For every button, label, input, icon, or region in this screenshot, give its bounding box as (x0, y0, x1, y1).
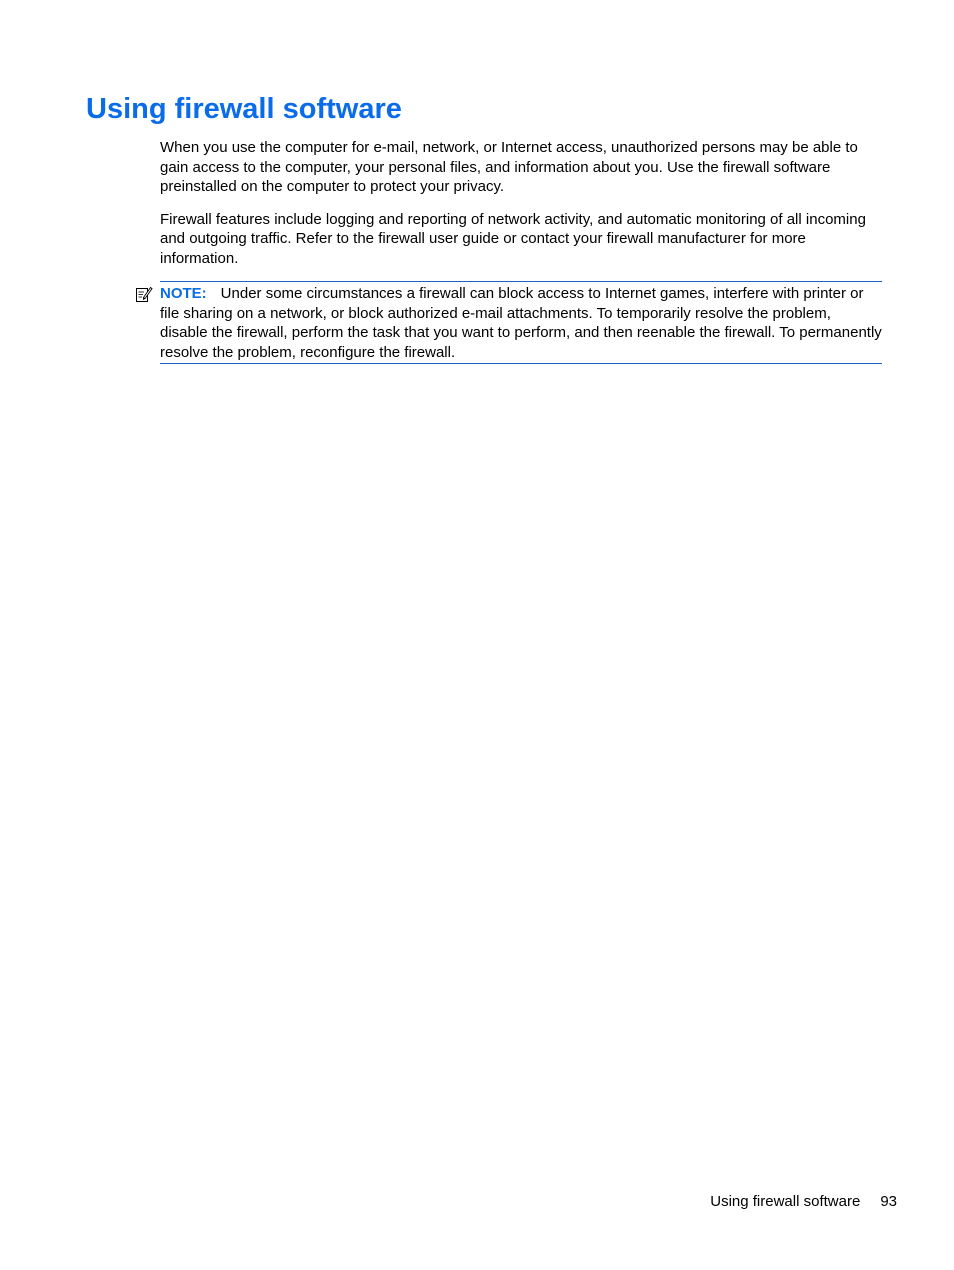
page-footer (710, 1192, 897, 1212)
footer-page-number: 93 (880, 1193, 897, 1210)
page-title: Using firewall software (86, 93, 402, 125)
paragraph-intro: When you use the computer for e-mail, network, or Internet access, unauthorized persons may be able to gain access to the computer, your personal files, and information about you. Use the firewall software preinstalled on the computer to protect your privacy. (160, 139, 858, 195)
paragraph-features: Firewall features include logging and reporting of network activity, and automatic monitoring of all incoming and outgoing traffic. Refer to the firewall user guide or contact your firewall manufacturer for more information. (160, 210, 866, 267)
note-box (160, 281, 882, 364)
note-label: NOTE: (160, 285, 207, 302)
note-pencil-icon (135, 285, 153, 303)
body-content (160, 138, 882, 364)
footer-section-title: Using firewall software (710, 1193, 861, 1210)
note-text: Under some circumstances a firewall can block access to Internet games, interfere with printer or file sharing on a network, or block authorized e-mail attachments. To temporarily resolve the problem, disable the firewall, perform the task that you want to perform, and then reenable the firewall. To permanently resolve the problem, reconfigure the firewall. (160, 285, 882, 361)
